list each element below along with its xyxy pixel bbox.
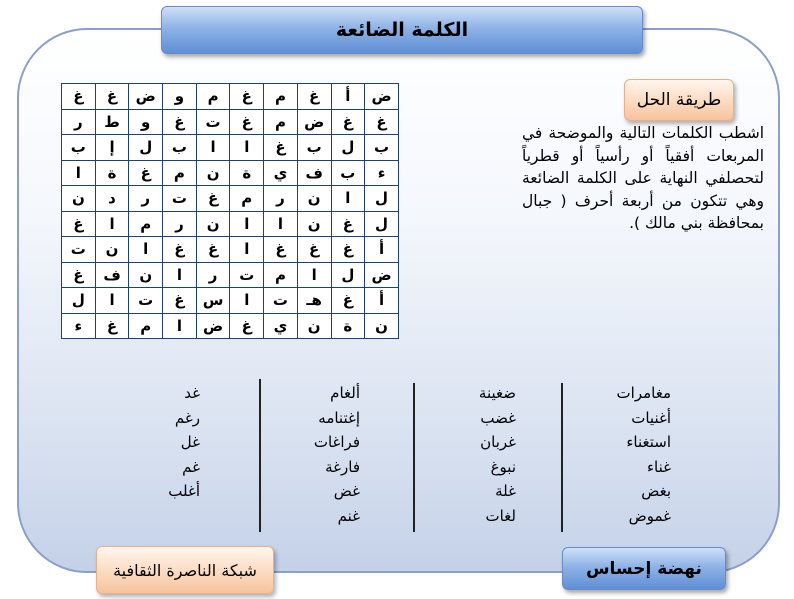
- grid-row: [62, 84, 399, 110]
- grid-row: [62, 211, 399, 237]
- grid-cell: غ: [230, 109, 264, 135]
- grid-cell: ل: [62, 288, 96, 314]
- grid-cell: ل: [331, 262, 365, 288]
- grid-cell: ر: [163, 211, 197, 237]
- grid-cell: غ: [95, 84, 129, 110]
- grid-cell: ض: [365, 262, 399, 288]
- grid-row: [62, 109, 399, 135]
- grid-cell: ف: [297, 160, 331, 186]
- grid-cell: ب: [365, 135, 399, 161]
- grid-cell: ا: [129, 237, 163, 263]
- word-item: استغناء: [626, 433, 671, 451]
- grid-cell: ب: [331, 160, 365, 186]
- column-divider: [259, 379, 261, 532]
- grid-cell: غ: [264, 135, 298, 161]
- word-column-4: [168, 381, 200, 504]
- grid-row: [62, 160, 399, 186]
- grid-cell: غ: [163, 237, 197, 263]
- grid-cell: ف: [95, 262, 129, 288]
- grid-cell: ء: [365, 160, 399, 186]
- grid-row: [62, 313, 399, 339]
- grid-cell: ت: [129, 288, 163, 314]
- word-item: مغامرات: [616, 384, 671, 402]
- grid-cell: م: [129, 211, 163, 237]
- word-item: غربان: [480, 433, 516, 451]
- grid-cell: غ: [163, 288, 197, 314]
- grid-cell: أ: [331, 84, 365, 110]
- grid-cell: غ: [365, 109, 399, 135]
- grid-cell: غ: [331, 211, 365, 237]
- grid-cell: ن: [196, 160, 230, 186]
- grid-cell: غ: [62, 211, 96, 237]
- grid-cell: ل: [129, 135, 163, 161]
- grid-row: [62, 135, 399, 161]
- grid-cell: غ: [163, 109, 197, 135]
- grid-cell: ض: [129, 84, 163, 110]
- grid-cell: ت: [196, 109, 230, 135]
- grid-cell: ن: [365, 313, 399, 339]
- grid-cell: ر: [62, 109, 96, 135]
- grid-cell: غ: [62, 262, 96, 288]
- grid-cell: ت: [264, 288, 298, 314]
- grid-cell: ل: [365, 211, 399, 237]
- grid-cell: م: [196, 84, 230, 110]
- grid-cell: ن: [297, 186, 331, 212]
- grid-row: [62, 288, 399, 314]
- word-item: أغنيات: [631, 408, 671, 427]
- grid-cell: م: [230, 186, 264, 212]
- grid-cell: غ: [196, 186, 230, 212]
- grid-cell: ن: [129, 262, 163, 288]
- grid-cell: ة: [230, 160, 264, 186]
- grid-row: [62, 262, 399, 288]
- word-item: غضب: [480, 408, 516, 427]
- grid-cell: ا: [230, 135, 264, 161]
- grid-cell: ط: [95, 109, 129, 135]
- word-column-1: [617, 381, 671, 528]
- word-item: غل: [180, 433, 200, 451]
- grid-cell: و: [163, 84, 197, 110]
- word-item: غنم: [337, 506, 360, 525]
- grid-cell: ة: [95, 160, 129, 186]
- grid-cell: غ: [331, 288, 365, 314]
- grid-cell: أ: [365, 288, 399, 314]
- grid-cell: ا: [163, 262, 197, 288]
- footer-left-badge: [96, 546, 274, 594]
- grid-cell: ا: [230, 211, 264, 237]
- grid-cell: ن: [95, 237, 129, 263]
- grid-cell: ب: [297, 135, 331, 161]
- grid-cell: غ: [62, 84, 96, 110]
- word-item: غموض: [628, 506, 671, 525]
- grid-cell: م: [264, 262, 298, 288]
- grid-cell: ا: [95, 211, 129, 237]
- word-item: بغض: [641, 482, 671, 500]
- word-item: غلة: [495, 482, 516, 500]
- grid-cell: ء: [62, 313, 96, 339]
- grid-cell: إ: [95, 135, 129, 161]
- grid-cell: ا: [62, 160, 96, 186]
- grid-cell: ا: [230, 237, 264, 263]
- word-item: إغتنامه: [318, 408, 360, 427]
- grid-cell: أ: [365, 237, 399, 263]
- letter-grid: [61, 83, 399, 339]
- grid-cell: م: [163, 160, 197, 186]
- column-divider: [413, 383, 415, 532]
- word-item: رغم: [174, 408, 200, 427]
- word-item: ألغام: [330, 384, 360, 402]
- grid-cell: ب: [62, 135, 96, 161]
- word-item: فراغات: [313, 433, 360, 451]
- grid-cell: غ: [230, 84, 264, 110]
- grid-cell: م: [129, 313, 163, 339]
- grid-cell: و: [129, 109, 163, 135]
- method-label: طريقة الحل: [636, 90, 722, 110]
- grid-cell: م: [264, 109, 298, 135]
- grid-cell: ل: [365, 186, 399, 212]
- method-badge: [624, 79, 734, 121]
- grid-cell: غ: [95, 313, 129, 339]
- grid-cell: ت: [163, 186, 197, 212]
- grid-row: [62, 237, 399, 263]
- grid-cell: ر: [129, 186, 163, 212]
- grid-cell: ت: [62, 237, 96, 263]
- grid-cell: غ: [297, 237, 331, 263]
- grid-cell: ي: [264, 313, 298, 339]
- grid-cell: ن: [62, 186, 96, 212]
- word-column-3: [314, 381, 360, 528]
- grid-cell: ب: [163, 135, 197, 161]
- grid-cell: ا: [95, 288, 129, 314]
- word-column-2: [479, 381, 516, 528]
- grid-cell: ر: [196, 262, 230, 288]
- footer-right-badge: [562, 547, 726, 590]
- word-item: أغلب: [168, 482, 200, 500]
- grid-cell: ة: [331, 313, 365, 339]
- footer-left-text: شبكة الناصرة الثقافية: [113, 560, 257, 580]
- grid-cell: هـ: [297, 288, 331, 314]
- grid-cell: ي: [264, 160, 298, 186]
- grid-cell: ل: [331, 135, 365, 161]
- grid-cell: ض: [365, 84, 399, 110]
- word-item: غض: [333, 482, 360, 500]
- grid-cell: ا: [163, 313, 197, 339]
- word-item: نبوغ: [490, 457, 516, 476]
- grid-cell: غ: [331, 109, 365, 135]
- word-item: غم: [182, 457, 200, 476]
- grid-cell: غ: [264, 237, 298, 263]
- grid-cell: ض: [196, 313, 230, 339]
- grid-cell: غ: [297, 84, 331, 110]
- word-item: فارغة: [325, 457, 360, 476]
- footer-right-text: نهضة إحساس: [586, 558, 702, 579]
- column-divider: [561, 383, 563, 532]
- grid-cell: ن: [196, 211, 230, 237]
- word-item: غد: [184, 384, 200, 402]
- page-title: [161, 6, 643, 54]
- grid-cell: ن: [297, 313, 331, 339]
- word-item: لغات: [485, 506, 516, 525]
- word-item: ضغينة: [478, 384, 516, 402]
- grid-cell: ت: [230, 262, 264, 288]
- grid-row: [62, 186, 399, 212]
- grid-cell: ا: [196, 135, 230, 161]
- word-item: غناء: [647, 457, 671, 476]
- grid-cell: غ: [230, 313, 264, 339]
- grid-cell: ر: [264, 186, 298, 212]
- grid-cell: ا: [264, 211, 298, 237]
- grid-cell: غ: [196, 237, 230, 263]
- grid-cell: ا: [331, 186, 365, 212]
- grid-cell: ض: [297, 109, 331, 135]
- grid-cell: ن: [297, 211, 331, 237]
- grid-cell: س: [196, 288, 230, 314]
- grid-cell: د: [95, 186, 129, 212]
- instructions-text: اشطب الكلمات التالية والموضحة في المربعات أفقياً أو رأسياً أو قطرياً لتحصلفي النهاية على الكلمة الضائعة وهي تتكون من أربعة أحرف ( جبال بمحافظة بني مالك ).: [522, 124, 764, 232]
- grid-cell: م: [264, 84, 298, 110]
- grid-cell: غ: [129, 160, 163, 186]
- page-title-text: الكلمة الضائعة: [335, 19, 469, 41]
- grid-cell: ا: [230, 288, 264, 314]
- grid-cell: ا: [297, 262, 331, 288]
- grid-cell: غ: [331, 237, 365, 263]
